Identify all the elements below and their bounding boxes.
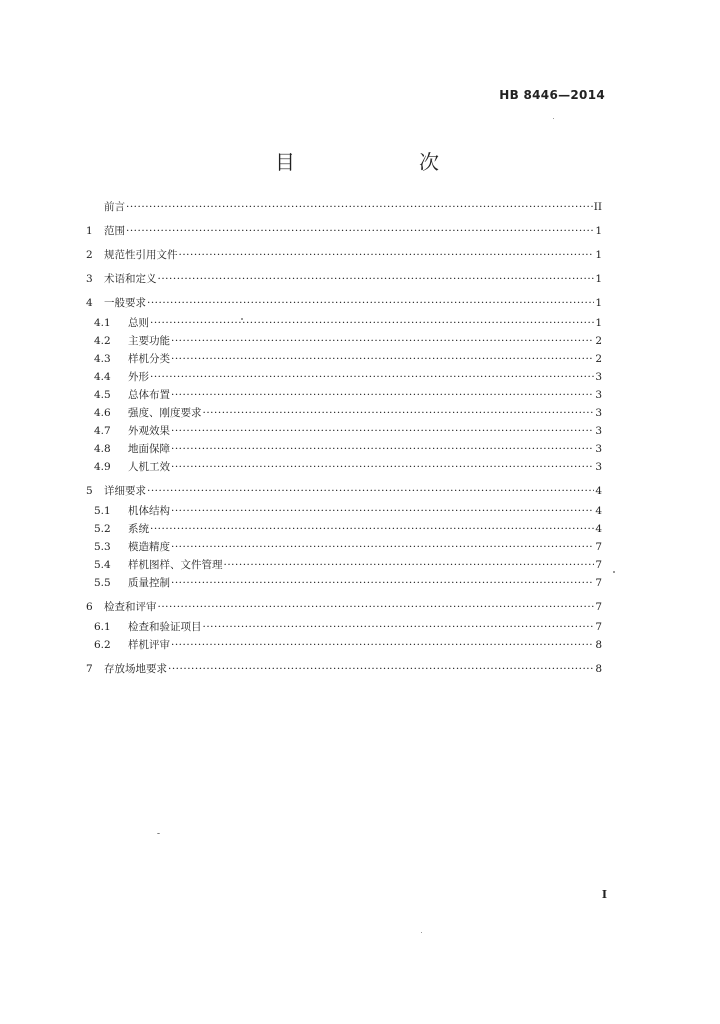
toc-entry[interactable] (86, 638, 602, 652)
toc-entry-page: 1 (595, 225, 602, 237)
toc-entry-page: 8 (595, 639, 602, 651)
toc-entry-page: 1 (595, 297, 602, 309)
toc-entry-number: 4.7 (94, 425, 111, 437)
toc-entry[interactable] (86, 316, 602, 330)
toc-entry-title: 样机评审 (128, 639, 170, 651)
toc-entry-page: 3 (595, 461, 602, 473)
toc-entry-title: 总体布置 (128, 389, 170, 401)
toc-entry-number: 4.5 (94, 389, 111, 401)
toc-entry-page: 4 (595, 485, 602, 497)
toc-entry[interactable] (86, 442, 602, 456)
toc-entry[interactable] (86, 334, 602, 348)
toc-entry-number: 4 (86, 297, 93, 309)
toc-entry-number: 6.2 (94, 639, 111, 651)
toc-leader-dots (150, 522, 594, 536)
toc-entry-page: 3 (595, 371, 602, 383)
toc-entry-page: 7 (595, 621, 602, 633)
toc-entry-title: 存放场地要求 (104, 663, 167, 675)
toc-entry[interactable] (86, 200, 602, 214)
toc-entry-page: 2 (595, 353, 602, 365)
toc-entry-title: 系统 (128, 523, 149, 535)
toc-entry-number: 4.8 (94, 443, 111, 455)
toc-entry-page: 4 (595, 523, 602, 535)
toc-title: 目 次 (275, 150, 467, 174)
toc-entry-title: 一般要求 (104, 297, 146, 309)
toc-entry-number: 3 (86, 273, 93, 285)
toc-leader-dots (171, 504, 594, 518)
toc-entry-page: 4 (595, 505, 602, 517)
scan-speck (553, 118, 554, 119)
toc-entry[interactable] (86, 504, 602, 518)
toc-entry[interactable] (86, 522, 602, 536)
toc-leader-dots (150, 316, 594, 330)
toc-entry-page: 7 (595, 601, 602, 613)
toc-entry-title: 总则 (128, 317, 149, 329)
toc-entry-title: 强度、刚度要求 (128, 407, 202, 419)
toc-entry-page: 1 (595, 249, 602, 261)
toc-leader-dots (203, 620, 595, 634)
toc-entry-number: 5.4 (94, 559, 111, 571)
toc-leader-dots (126, 200, 593, 214)
toc-entry-title: 规范性引用文件 (104, 249, 178, 261)
toc-entry[interactable] (86, 540, 602, 554)
toc-entry-number: 4.9 (94, 461, 111, 473)
toc-entry-number: 5.2 (94, 523, 111, 535)
toc-leader-dots (150, 370, 594, 384)
toc-entry-number: 5 (86, 485, 93, 497)
toc-entry-title: 地面保障 (128, 443, 170, 455)
toc-entry[interactable] (86, 296, 602, 310)
toc-entry[interactable] (86, 406, 602, 420)
toc-leader-dots (171, 638, 594, 652)
toc-leader-dots (203, 406, 595, 420)
toc-leader-dots (126, 224, 594, 238)
toc-entry-number: 4.6 (94, 407, 111, 419)
toc-entry-page: 2 (595, 335, 602, 347)
toc-entry[interactable] (86, 558, 602, 572)
toc-leader-dots (147, 296, 594, 310)
scan-speck (241, 318, 243, 320)
toc-leader-dots (171, 388, 594, 402)
toc-entry[interactable] (86, 352, 602, 366)
toc-entry-number: 4.1 (94, 317, 111, 329)
toc-entry-page: 3 (595, 407, 602, 419)
toc-entry-title: 详细要求 (104, 485, 146, 497)
toc-entry-number: 2 (86, 249, 93, 261)
toc-entry-number: 6.1 (94, 621, 111, 633)
toc-leader-dots (158, 600, 595, 614)
toc-entry-title: 前言 (104, 201, 125, 213)
toc-entry-number: 4.2 (94, 335, 111, 347)
scan-speck (157, 833, 160, 834)
toc-entry-title: 人机工效 (128, 461, 170, 473)
toc-leader-dots (168, 662, 594, 676)
toc-entry-title: 范围 (104, 225, 125, 237)
toc-entry[interactable] (86, 600, 602, 614)
toc-entry[interactable] (86, 576, 602, 590)
toc-entry[interactable] (86, 620, 602, 634)
toc-leader-dots (171, 540, 594, 554)
toc-entry[interactable] (86, 224, 602, 238)
toc-entry-title: 样机分类 (128, 353, 170, 365)
toc-entry-title: 质量控制 (128, 577, 170, 589)
toc-entry[interactable] (86, 424, 602, 438)
toc-entry-title: 主要功能 (128, 335, 170, 347)
toc-leader-dots (171, 460, 594, 474)
toc-entry[interactable] (86, 662, 602, 676)
toc-entry-number: 4.4 (94, 371, 111, 383)
table-of-contents (86, 200, 602, 676)
toc-entry-page: 8 (595, 663, 602, 675)
page-number: I (601, 888, 607, 901)
toc-entry-title: 机体结构 (128, 505, 170, 517)
toc-entry-title: 检查和验证项目 (128, 621, 202, 633)
scan-speck (421, 932, 422, 933)
toc-entry[interactable] (86, 388, 602, 402)
toc-leader-dots (158, 272, 595, 286)
toc-entry-number: 6 (86, 601, 93, 613)
toc-entry-page: 3 (595, 389, 602, 401)
toc-entry-title: 外形 (128, 371, 149, 383)
scan-speck (613, 571, 615, 573)
toc-entry-number: 4.3 (94, 353, 111, 365)
toc-entry-page: 1 (595, 273, 602, 285)
toc-leader-dots (171, 442, 594, 456)
toc-entry-title: 模造精度 (128, 541, 170, 553)
toc-entry-number: 1 (86, 225, 93, 237)
standard-code: HB 8446—2014 (499, 88, 605, 102)
toc-entry-number: 5.5 (94, 577, 111, 589)
toc-leader-dots (147, 484, 594, 498)
toc-entry[interactable] (86, 370, 602, 384)
toc-leader-dots (179, 248, 595, 262)
toc-entry[interactable] (86, 248, 602, 262)
toc-entry-page: 3 (595, 425, 602, 437)
toc-entry-page: 3 (595, 443, 602, 455)
toc-entry-title: 检查和评审 (104, 601, 157, 613)
toc-leader-dots (171, 352, 594, 366)
toc-entry[interactable] (86, 272, 602, 286)
toc-leader-dots (171, 424, 594, 438)
toc-entry-page: 7 (595, 559, 602, 571)
toc-entry-title: 术语和定义 (104, 273, 157, 285)
toc-leader-dots (224, 558, 595, 572)
toc-entry-number: 5.1 (94, 505, 111, 517)
toc-entry-page: II (593, 201, 602, 213)
toc-entry-page: 7 (595, 541, 602, 553)
toc-entry-number: 5.3 (94, 541, 111, 553)
toc-leader-dots (171, 576, 594, 590)
toc-entry-number: 7 (86, 663, 93, 675)
toc-entry[interactable] (86, 484, 602, 498)
toc-entry-title: 外观效果 (128, 425, 170, 437)
toc-leader-dots (171, 334, 594, 348)
toc-entry-page: 7 (595, 577, 602, 589)
toc-entry[interactable] (86, 460, 602, 474)
toc-entry-page: 1 (595, 317, 602, 329)
toc-entry-title: 样机图样、文件管理 (128, 559, 223, 571)
